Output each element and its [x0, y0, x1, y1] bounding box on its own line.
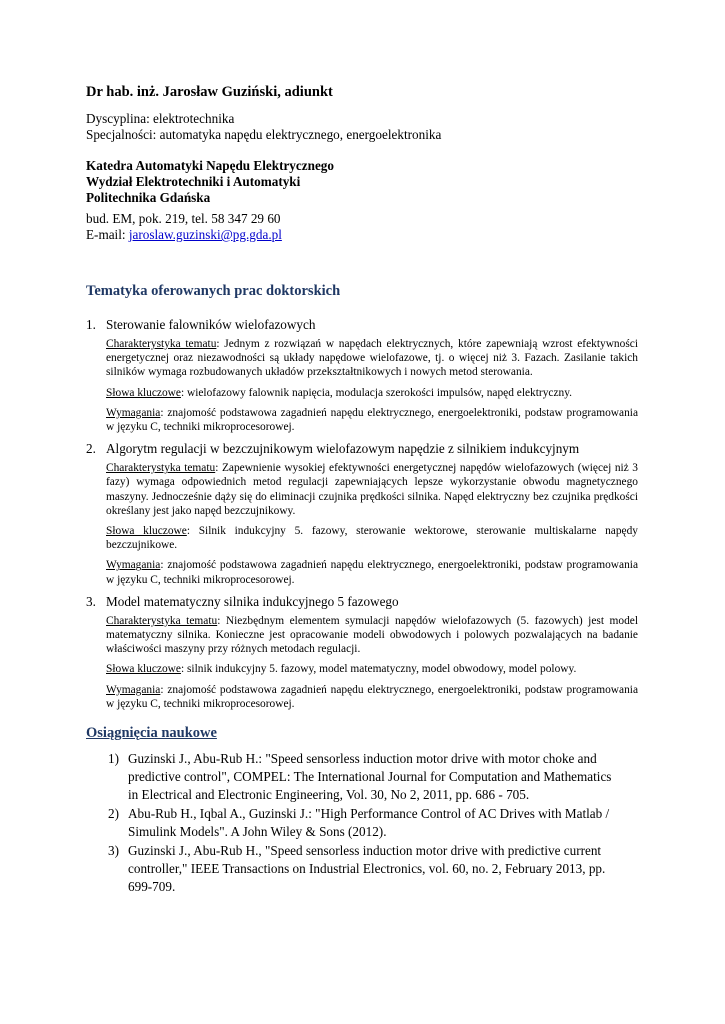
contact-block	[86, 211, 641, 243]
requirements-label: Wymagania	[106, 406, 161, 419]
topic-number: 3.	[86, 593, 96, 609]
requirements-text: : znajomość podstawowa zagadnień napędu elektrycznego, energoelektroniki, podstaw programowania w języku C, techniki mikroprocesorowej.	[106, 559, 638, 586]
requirements-label: Wymagania	[106, 559, 161, 572]
achievements-heading: Osiągnięcia naukowe	[86, 725, 217, 742]
topic-item	[86, 593, 641, 711]
discipline: Dyscyplina: elektrotechnika	[86, 111, 235, 126]
characteristics-text: : Niezbędnym elementem symulacji napędów wielofazowych (5. fazowych) jest model matematyczny silnika. Konieczne jest opracowanie modeli obwodowych i polowych pozwalających na badanie właściwości maszyny przy różnych metodach regulacji.	[106, 614, 638, 656]
topic-keywords	[106, 524, 638, 552]
topic-item	[86, 316, 641, 434]
faculty: Wydział Elektrotechniki i Automatyki	[86, 174, 301, 189]
achievement-text: Guzinski J., Abu-Rub H.: "Speed sensorless induction motor drive with motor choke and predictive control", COMPEL: The International Journal for Computation and Mathematics in Electrical and Electronic Engineering, Vol. 30, No 2, 2011, pp. 686 - 705.	[128, 751, 612, 803]
achievement-number: 3)	[108, 843, 119, 859]
university: Politechnika Gdańska	[86, 190, 211, 205]
specialties: Specjalności: automatyka napędu elektrycznego, energoelektronika	[86, 127, 442, 142]
keywords-text: : Silnik indukcyjny 5. fazowy, sterowanie wektorowe, sterowanie multiskalarne napędy bezczujnikowe.	[106, 525, 638, 552]
achievement-text: Abu-Rub H., Iqbal A., Guzinski J.: "High Performance Control of AC Drives with Matlab / Simulink Models". A John Wiley & Sons (2012).	[128, 806, 610, 840]
keywords-text: : silnik indukcyjny 5. fazowy, model matematyczny, model obwodowy, model polowy.	[180, 663, 577, 676]
requirements-label: Wymagania	[106, 683, 161, 696]
topic-keywords	[106, 662, 638, 676]
achievement-number: 2)	[108, 806, 119, 822]
document-page	[86, 84, 641, 897]
topic-requirements	[106, 558, 638, 586]
requirements-text: : znajomość podstawowa zagadnień napędu elektrycznego, energoelektroniki, podstaw programowania w języku C, techniki mikroprocesorowej.	[106, 683, 638, 710]
achievements-list	[86, 750, 641, 896]
topic-keywords	[106, 386, 638, 400]
achievement-text: Guzinski J., Abu-Rub H., "Speed sensorless induction motor drive with predictive current controller," IEEE Transactions on Industrial Electronics, vol. 60, no. 2, February 2013, pp. 699-709.	[128, 843, 606, 895]
keywords-label: Słowa kluczowe	[106, 386, 181, 399]
topic-characteristics	[106, 614, 638, 657]
affiliation	[86, 158, 641, 206]
keywords-text: : wielofazowy falownik napięcia, modulacja szerokości impulsów, napęd elektryczny.	[180, 386, 573, 399]
topic-requirements	[106, 406, 638, 434]
topics-heading: Tematyka oferowanych prac doktorskich	[86, 283, 341, 299]
achievement-item	[86, 750, 641, 804]
topic-item	[86, 440, 641, 587]
characteristics-text: : Zapewnienie wysokiej efektywności energetycznej napędów wielofazowych (więcej niż 3 fazy) wymaga odpowiednich metod regulacji zapewniających lepsze wykorzystanie obwodu magnetycznego maszyny. Jednocześnie dąży się do eliminacji czujnika prędkości silnika. Napęd elektryczny bez czujnika prędkości określany jest jako napęd bezczujnikowy.	[106, 462, 638, 517]
department: Katedra Automatyki Napędu Elektrycznego	[86, 158, 334, 173]
achievement-number: 1)	[108, 751, 119, 767]
topic-characteristics	[106, 461, 638, 518]
topic-characteristics	[106, 337, 638, 380]
email-label: E-mail:	[86, 227, 129, 242]
keywords-label: Słowa kluczowe	[106, 525, 187, 538]
characteristics-text: : Jednym z rozwiązań w napędach elektrycznych, które zapewniają wzrost efektywności energetycznej oraz niezawodności są układy napędowe wielofazowe, tj. o więcej niż 3. Fazach. Zasilanie takich silników wymaga rozbudowanych układów przekształtnikowych i nowych metod sterowania.	[106, 338, 638, 379]
achievement-item	[86, 842, 641, 896]
achievement-item	[86, 805, 641, 841]
topic-title: Sterowanie falowników wielofazowych	[106, 317, 316, 332]
office-info: bud. EM, pok. 219, tel. 58 347 29 60	[86, 211, 281, 226]
email-line	[86, 227, 641, 243]
characteristics-label: Charakterystyka tematu	[106, 462, 216, 475]
topic-requirements	[106, 683, 638, 711]
keywords-label: Słowa kluczowe	[106, 663, 181, 676]
topic-number: 1.	[86, 317, 96, 332]
topics-list	[86, 316, 641, 711]
email-link[interactable]: jaroslaw.guzinski@pg.gda.pl	[128, 227, 282, 242]
topic-number: 2.	[86, 441, 96, 457]
topic-title: Algorytm regulacji w bezczujnikowym wielofazowym napędzie z silnikiem indukcyjnym	[106, 441, 580, 457]
person-name: Dr hab. inż. Jarosław Guziński, adiunkt	[86, 84, 333, 100]
characteristics-label: Charakterystyka tematu	[106, 614, 218, 627]
requirements-text: : znajomość podstawowa zagadnień napędu elektrycznego, energoelektroniki, podstaw programowania w języku C, techniki mikroprocesorowej.	[106, 406, 638, 434]
topic-title: Model matematyczny silnika indukcyjnego 5 fazowego	[106, 593, 399, 609]
characteristics-label: Charakterystyka tematu	[106, 338, 217, 350]
